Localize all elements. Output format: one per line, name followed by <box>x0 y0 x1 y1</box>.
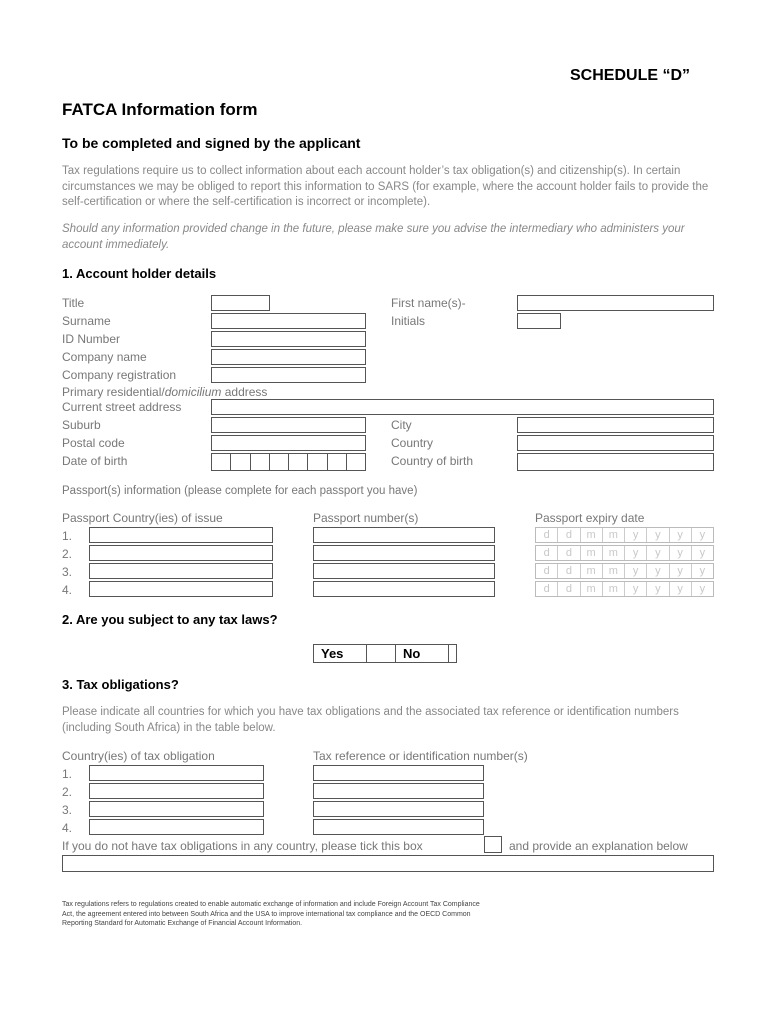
date-placeholder: m <box>603 564 625 578</box>
tax-row-label: 4. <box>62 821 73 835</box>
date-placeholder: m <box>581 528 603 542</box>
primary-address-label <box>62 385 267 399</box>
tax-ref-field[interactable] <box>313 765 484 781</box>
no-checkbox[interactable] <box>449 645 456 662</box>
date-placeholder: y <box>670 546 692 560</box>
passport-expiry-field[interactable] <box>535 527 714 543</box>
tax-obligation-instructions: Please indicate all countries for which you have tax obligations and the associated tax reference or identification numbers (including South Africa) in the table below. <box>62 706 679 734</box>
suburb-field[interactable] <box>211 417 366 433</box>
primary-address-italic: domicilium <box>164 385 222 399</box>
section2-heading: 2. Are you subject to any tax laws? <box>62 612 278 627</box>
passport-row-label: 2. <box>62 547 73 561</box>
surname-field[interactable] <box>211 313 366 329</box>
surname-label: Surname <box>62 314 111 328</box>
date-placeholder: d <box>536 546 558 560</box>
date-placeholder: d <box>536 582 558 596</box>
passport-number-field[interactable] <box>313 581 495 597</box>
dob-cell[interactable] <box>270 454 289 470</box>
notice-paragraph: Should any information provided change in the future, please make sure you advise the intermediary who administers your account immediately. <box>62 223 685 251</box>
date-placeholder: y <box>699 583 706 595</box>
dob-cell[interactable] <box>328 454 347 470</box>
date-placeholder: d <box>558 528 580 542</box>
passport-country-field[interactable] <box>89 581 273 597</box>
tax-laws-choice <box>313 644 457 663</box>
date-placeholder: m <box>581 546 603 560</box>
tax-ref-field[interactable] <box>313 801 484 817</box>
title-field[interactable] <box>211 295 270 311</box>
id-number-field[interactable] <box>211 331 366 347</box>
city-label: City <box>391 418 412 432</box>
dob-cell[interactable] <box>212 454 231 470</box>
date-placeholder: m <box>603 546 625 560</box>
date-placeholder: d <box>558 582 580 596</box>
no-obligation-text: If you do not have tax obligations in any country, please tick this box <box>62 839 423 853</box>
date-placeholder: d <box>558 546 580 560</box>
postal-code-field[interactable] <box>211 435 366 451</box>
company-registration-field[interactable] <box>211 367 366 383</box>
date-placeholder: y <box>625 546 647 560</box>
primary-address-suffix: address <box>221 385 268 399</box>
passport-country-field[interactable] <box>89 563 273 579</box>
date-placeholder: y <box>699 529 706 541</box>
country-field[interactable] <box>517 435 714 451</box>
company-registration-label: Company registration <box>62 368 177 382</box>
city-field[interactable] <box>517 417 714 433</box>
date-placeholder: m <box>581 564 603 578</box>
passport-row-label: 1. <box>62 529 73 543</box>
dob-cell[interactable] <box>308 454 327 470</box>
passport-number-field[interactable] <box>313 545 495 561</box>
initials-field[interactable] <box>517 313 561 329</box>
date-placeholder: m <box>581 582 603 596</box>
id-number-label: ID Number <box>62 332 121 346</box>
passport-info-label: Passport(s) information (please complete for each passport you have) <box>62 485 418 497</box>
date-placeholder: y <box>647 582 669 596</box>
form-title: FATCA Information form <box>62 100 258 119</box>
date-of-birth-field[interactable] <box>211 453 366 471</box>
dob-cell[interactable] <box>289 454 308 470</box>
country-of-birth-label: Country of birth <box>391 454 474 468</box>
country-label: Country <box>391 436 434 450</box>
date-placeholder: y <box>647 546 669 560</box>
initials-label: Initials <box>391 314 426 328</box>
date-placeholder: y <box>647 564 669 578</box>
first-names-label: First name(s)- <box>391 296 466 310</box>
no-obligation-checkbox[interactable] <box>484 836 502 853</box>
postal-code-label: Postal code <box>62 436 125 450</box>
date-placeholder: m <box>603 528 625 542</box>
date-placeholder: y <box>670 564 692 578</box>
passport-expiry-header: Passport expiry date <box>535 511 645 525</box>
passport-number-header: Passport number(s) <box>313 511 419 525</box>
dob-cell[interactable] <box>251 454 270 470</box>
date-placeholder: y <box>670 582 692 596</box>
date-placeholder: y <box>625 582 647 596</box>
tax-country-field[interactable] <box>89 765 264 781</box>
date-placeholder: y <box>670 528 692 542</box>
tax-country-field[interactable] <box>89 801 264 817</box>
intro-paragraph: Tax regulations require us to collect information about each account holder’s tax obligation(s) and citizenship(s). In certain circumstances we may be obliged to report this information to SARS (for example, where the account holder fails to provide the self-certification or where the self-certification is incorrect or incomplete). <box>62 165 709 208</box>
date-placeholder: d <box>536 528 558 542</box>
passport-expiry-field[interactable] <box>535 545 714 561</box>
company-name-field[interactable] <box>211 349 366 365</box>
dob-cell[interactable] <box>347 454 365 470</box>
country-of-birth-field[interactable] <box>517 453 714 471</box>
tax-country-field[interactable] <box>89 783 264 799</box>
date-placeholder: d <box>558 564 580 578</box>
passport-country-field[interactable] <box>89 545 273 561</box>
tax-row-label: 1. <box>62 767 73 781</box>
footnote: Tax regulations refers to regulations created to enable automatic exchange of information and include Foreign Account Tax Compliance Act, the agreement entered into between South Africa and the USA to improve international tax compliance and the OECD Common Reporting Standard for Automatic Exchange of Financial Account Information. <box>62 901 480 927</box>
tax-country-field[interactable] <box>89 819 264 835</box>
date-placeholder: d <box>536 564 558 578</box>
explanation-field[interactable] <box>62 855 714 872</box>
date-placeholder: y <box>699 565 706 577</box>
passport-country-field[interactable] <box>89 527 273 543</box>
schedule-label: SCHEDULE “D” <box>570 67 691 84</box>
company-name-label: Company name <box>62 350 147 364</box>
current-street-label: Current street address <box>62 400 182 414</box>
passport-country-header: Passport Country(ies) of issue <box>62 511 223 525</box>
passport-number-field[interactable] <box>313 527 495 543</box>
primary-address-prefix: Primary residential/ <box>62 385 165 399</box>
tax-row-label: 3. <box>62 803 73 817</box>
tax-ref-field[interactable] <box>313 819 484 835</box>
tax-ref-header: Tax reference or identification number(s) <box>313 749 528 763</box>
explanation-text: and provide an explanation below <box>509 839 688 853</box>
passport-number-field[interactable] <box>313 563 495 579</box>
tax-country-header: Country(ies) of tax obligation <box>62 749 215 763</box>
first-names-field[interactable] <box>517 295 714 311</box>
title-label: Title <box>62 296 85 310</box>
yes-checkbox[interactable] <box>367 645 396 662</box>
section1-heading: 1. Account holder details <box>62 266 217 281</box>
suburb-label: Suburb <box>62 418 101 432</box>
passport-row-label: 4. <box>62 583 73 597</box>
form-subtitle: To be completed and signed by the applicant <box>62 135 361 151</box>
date-placeholder: m <box>603 582 625 596</box>
date-of-birth-label: Date of birth <box>62 454 128 468</box>
current-street-field[interactable] <box>211 399 714 415</box>
dob-cell[interactable] <box>231 454 250 470</box>
tax-ref-field[interactable] <box>313 783 484 799</box>
passport-row-label: 3. <box>62 565 73 579</box>
passport-expiry-field[interactable] <box>535 581 714 597</box>
date-placeholder: y <box>647 528 669 542</box>
passport-expiry-field[interactable] <box>535 563 714 579</box>
tax-row-label: 2. <box>62 785 73 799</box>
no-label: No <box>396 645 449 662</box>
date-placeholder: y <box>625 528 647 542</box>
date-placeholder: y <box>699 547 706 559</box>
section3-heading: 3. Tax obligations? <box>62 677 179 692</box>
yes-label: Yes <box>314 645 367 662</box>
date-placeholder: y <box>625 564 647 578</box>
